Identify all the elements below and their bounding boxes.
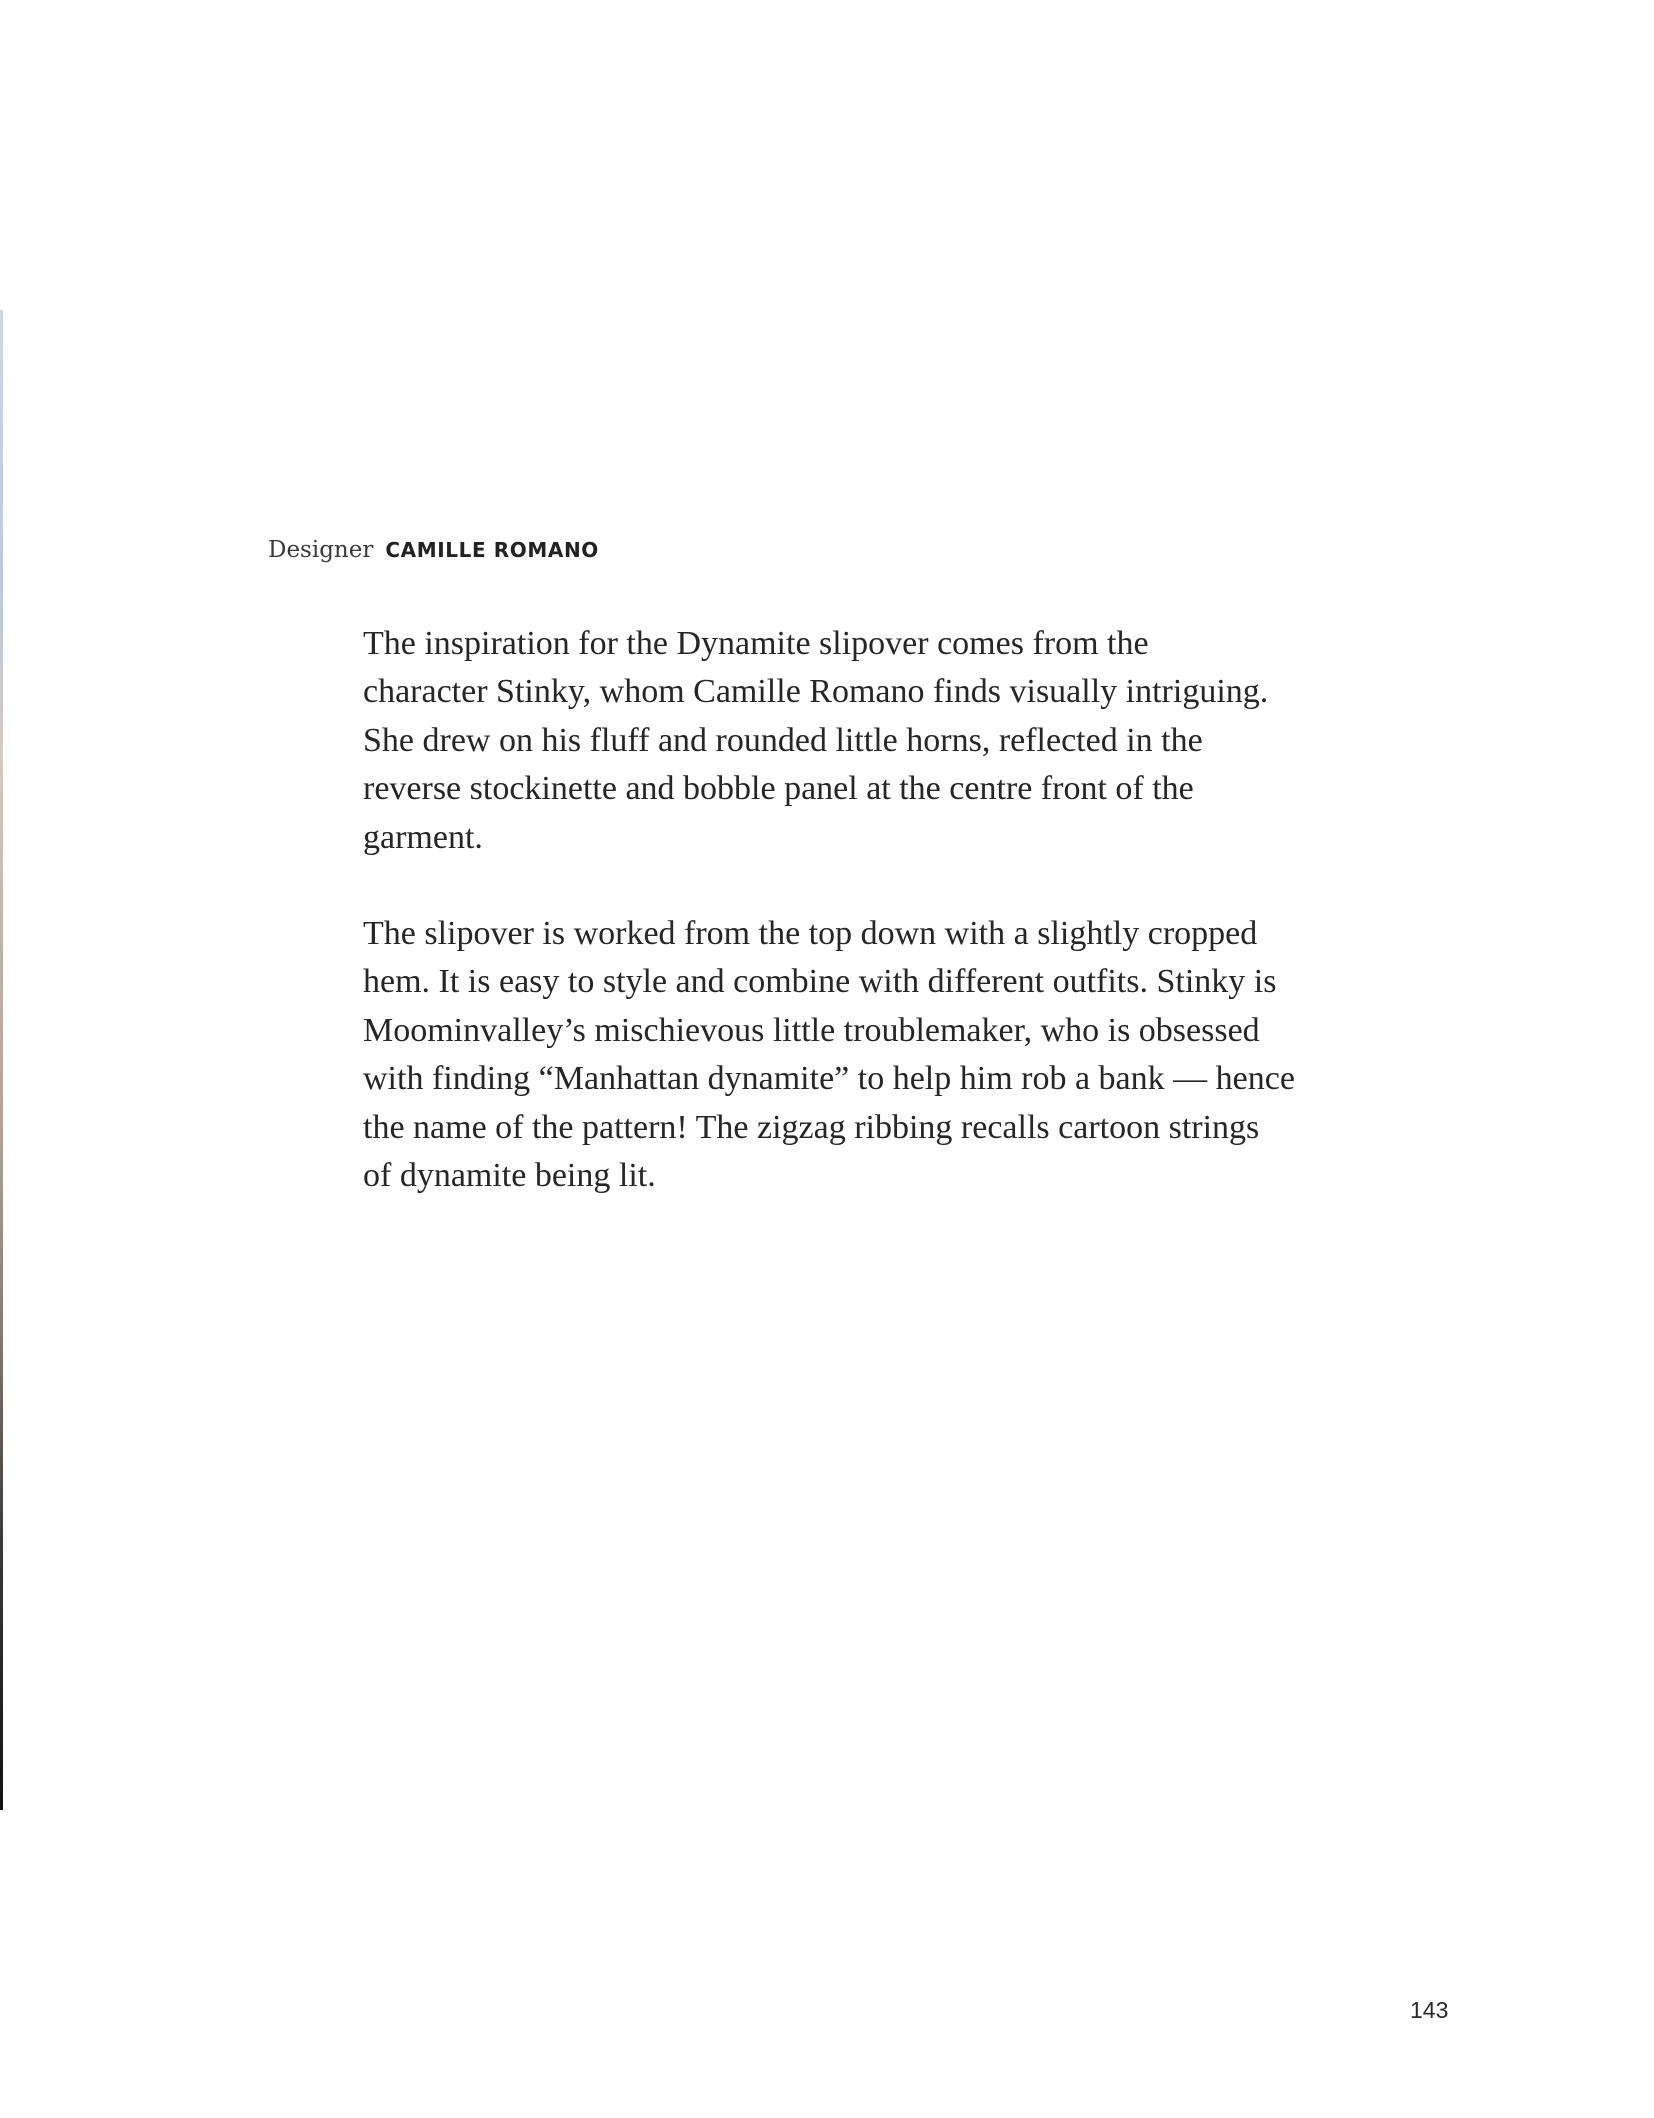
text-line: garment.: [363, 818, 483, 856]
text-line: of dynamite being lit.: [363, 1157, 656, 1195]
text-line: The inspiration for the Dynamite slipover comes from the: [363, 625, 1149, 662]
text-line: hem. It is easy to style and combine with different outfits. Stinky is: [363, 963, 1277, 1001]
designer-name: CAMILLE ROMANO: [385, 538, 599, 562]
page-number: 143: [1410, 1997, 1449, 2023]
text-line: Moominvalley’s mischievous little troublemaker, who is obsessed: [363, 1011, 1260, 1049]
text-line: character Stinky, whom Camille Romano finds visually intriguing.: [363, 673, 1269, 711]
page-edge-strip: [0, 310, 3, 1810]
article-body: [363, 620, 1363, 1248]
paragraph-construction: [363, 910, 1363, 1200]
text-line: The slipover is worked from the top down with a slightly cropped: [363, 915, 1258, 953]
text-line: the name of the pattern! The zigzag ribbing recalls cartoon strings: [363, 1108, 1260, 1146]
text-line: with finding “Manhattan dynamite” to help him rob a bank — hence: [363, 1060, 1295, 1098]
paragraph-inspiration: [363, 620, 1363, 862]
text-line: She drew on his fluff and rounded little horns, reflected in the: [363, 721, 1203, 759]
designer-credit: [268, 533, 599, 570]
designer-label: Designer: [268, 537, 374, 563]
text-line: reverse stockinette and bobble panel at the centre front of the: [363, 770, 1194, 808]
